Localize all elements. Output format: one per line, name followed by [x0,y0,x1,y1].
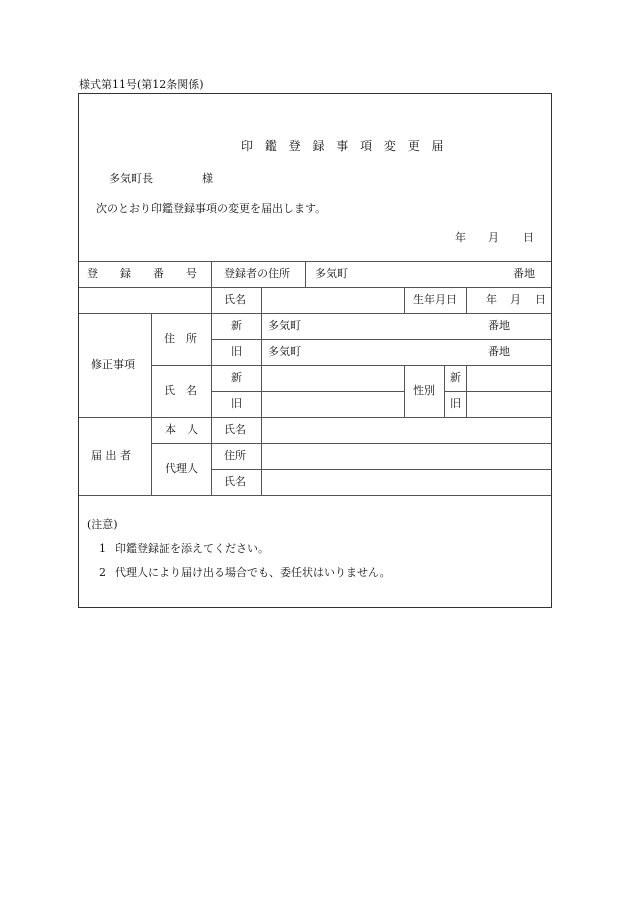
divider [444,391,551,392]
divider [211,339,551,340]
note-text: 印鑑登録証を添えてください。 [115,542,269,555]
applicant-self-name-label: 氏名 [224,423,246,436]
registration-number-label: 登 録 番 号 [87,267,197,280]
correction-name-label: 氏 名 [164,384,197,397]
note-text: 代理人により届け出る場合でも、委任状はいりません。 [115,566,391,579]
column-divider [404,365,405,417]
birth-month-label: 月 [510,293,521,306]
divider [79,287,551,288]
column-divider [151,313,152,495]
statement-text: 次のとおり印鑑登録事項の変更を届出します。 [96,202,327,215]
gender-label: 性別 [413,384,435,397]
correction-name-old-label: 旧 [231,397,242,410]
new-address-suffix: 番地 [488,319,510,332]
note-number: 1 [99,542,106,555]
agent-name-label: 氏名 [224,475,246,488]
note-number: 2 [99,566,106,579]
registrant-address-suffix: 番地 [513,267,535,280]
gender-old-label: 旧 [450,397,461,410]
correction-address-label: 住 所 [164,332,197,345]
form-number: 様式第11号(第12条関係) [79,78,204,91]
column-divider [466,365,467,417]
divider [79,417,551,418]
old-address-town: 多気町 [268,345,301,358]
birthdate-label: 生年月日 [413,293,457,306]
addressee: 多気町長 [109,172,153,185]
notes-heading: (注意) [87,518,118,531]
correction-address-old-label: 旧 [231,345,242,358]
column-divider [211,261,212,495]
correction-section-label: 修正事項 [91,358,135,371]
registrant-address-label: 登録者の住所 [224,267,290,280]
old-address-suffix: 番地 [488,345,510,358]
applicant-self-label: 本 人 [165,423,198,436]
honorific: 様 [202,172,213,185]
notification-form [78,93,552,608]
divider [211,469,551,470]
divider [79,313,551,314]
gender-new-label: 新 [450,371,461,384]
new-address-town: 多気町 [268,319,301,332]
registrant-name-label: 氏名 [224,293,246,306]
date-month-label: 月 [488,231,499,244]
applicant-agent-label: 代理人 [165,462,198,475]
registrant-address-town: 多気町 [315,267,348,280]
column-divider [404,287,405,313]
divider [79,261,551,262]
column-divider [261,287,262,495]
correction-address-new-label: 新 [231,319,242,332]
agent-address-label: 住所 [224,449,246,462]
applicant-section-label: 届 出 者 [91,449,131,462]
column-divider [466,287,467,313]
divider [211,391,404,392]
column-divider [305,261,306,287]
correction-name-new-label: 新 [231,371,242,384]
date-day-label: 日 [523,231,534,244]
form-title: 印 鑑 登 録 事 項 変 更 届 [241,139,448,153]
birth-year-label: 年 [486,293,497,306]
divider [79,495,551,496]
birth-day-label: 日 [535,293,546,306]
date-year-label: 年 [455,231,466,244]
column-divider [444,365,445,417]
